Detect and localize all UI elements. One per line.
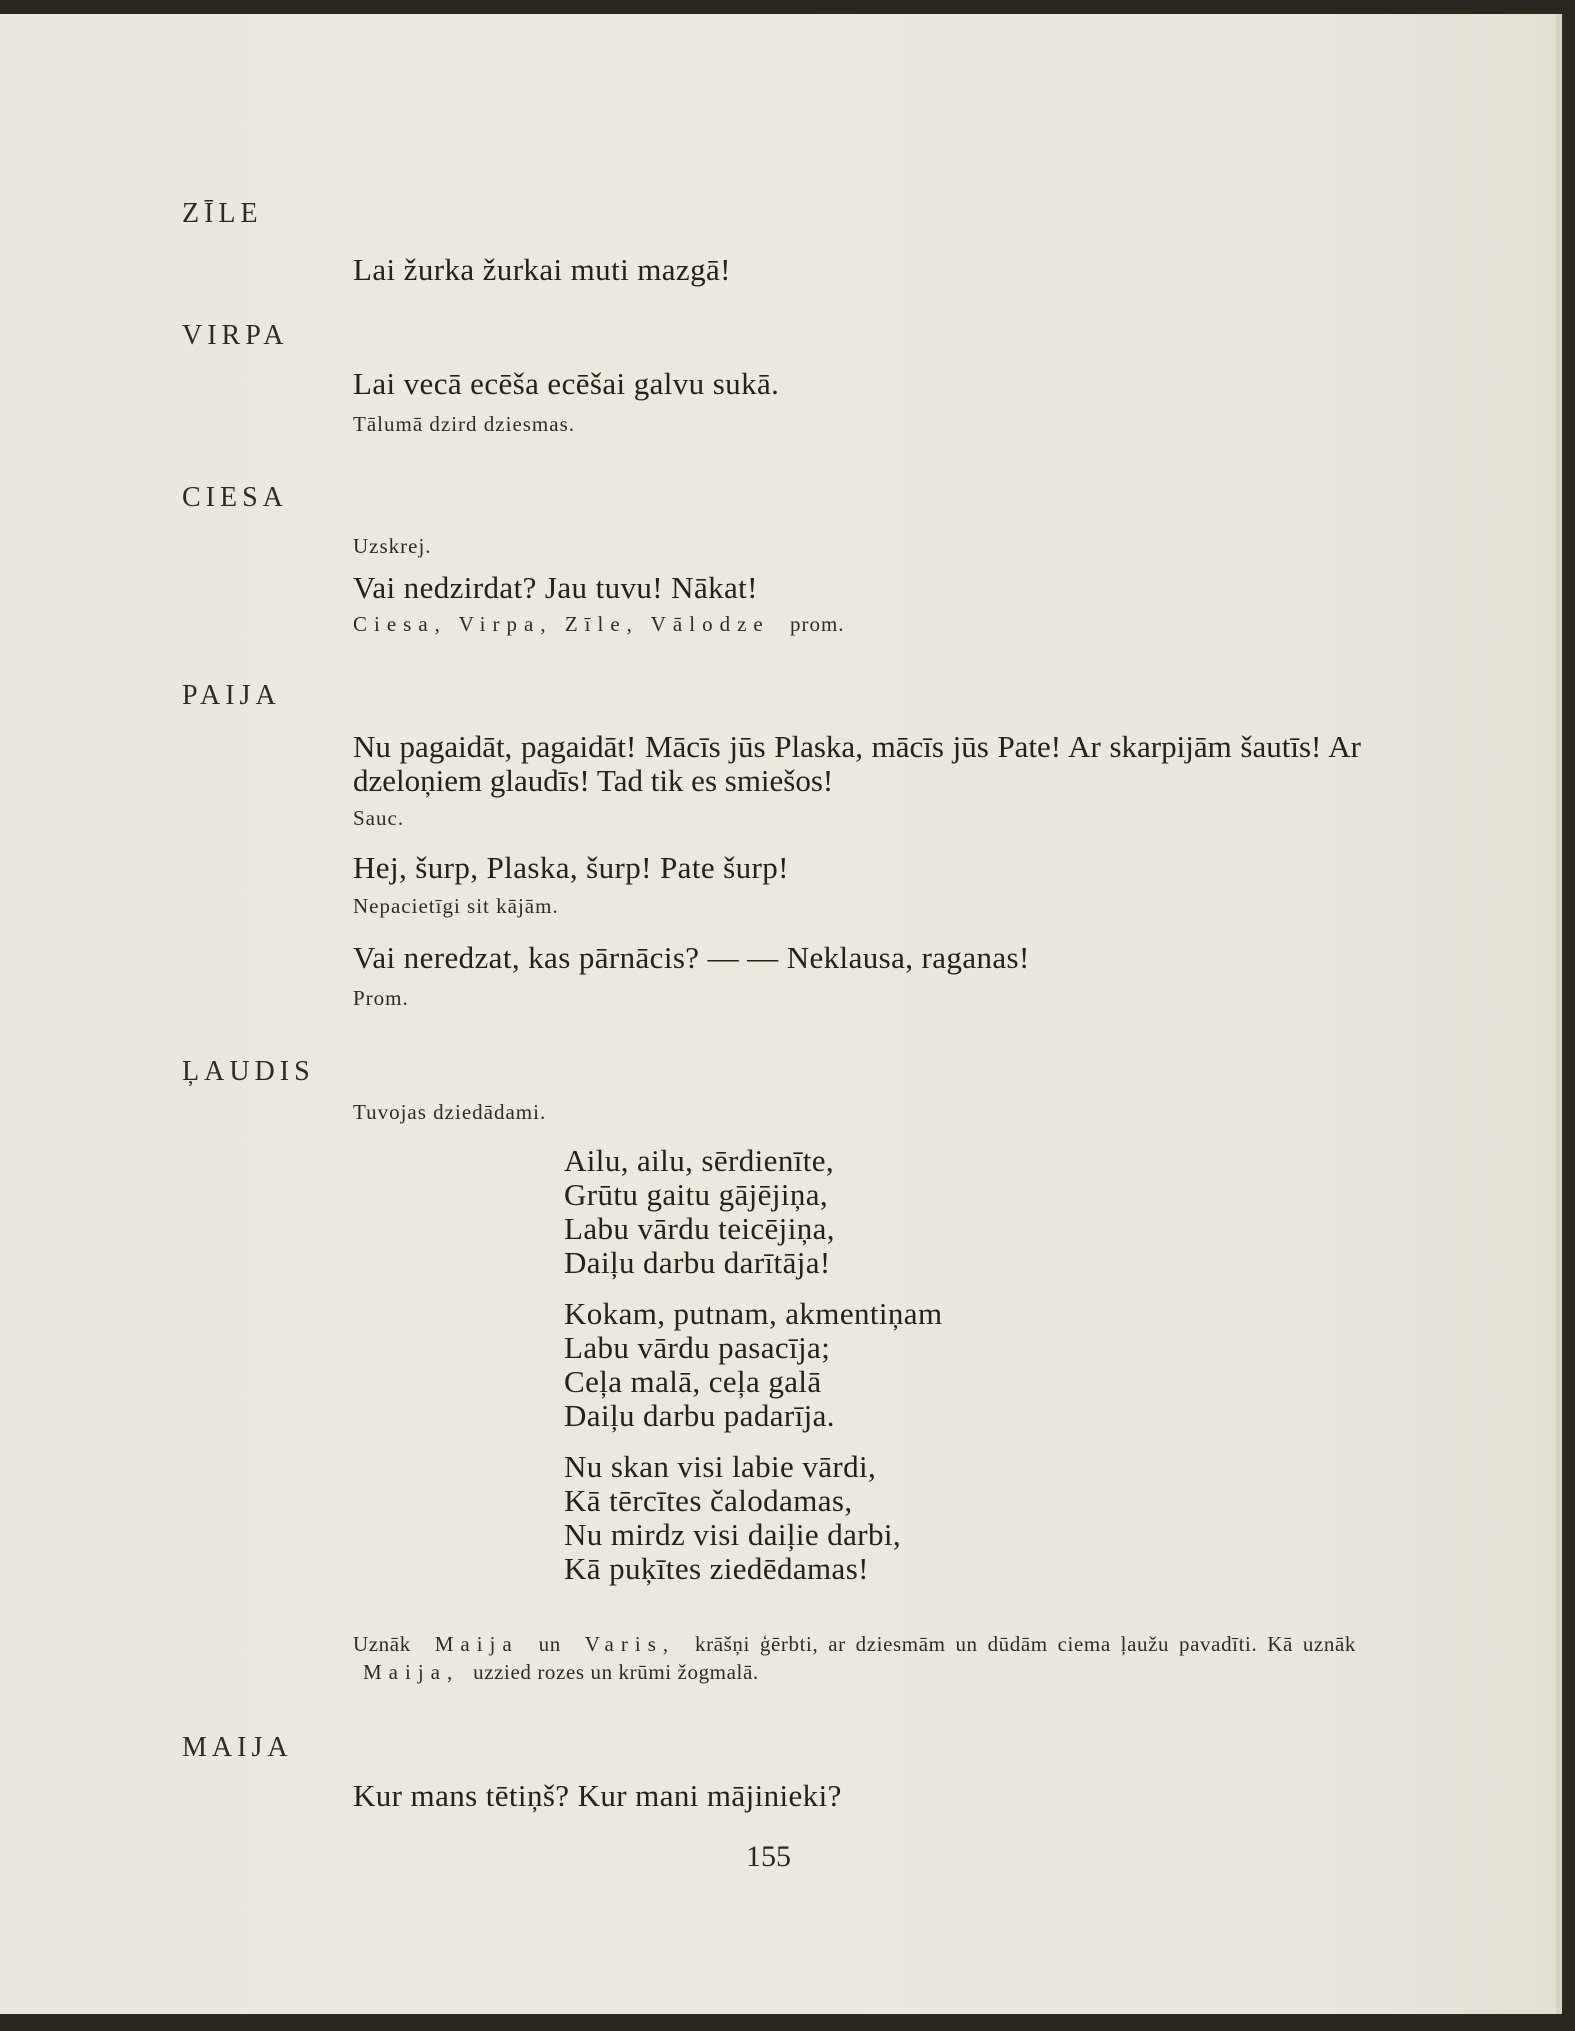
speaker-zile: ZĪLE [182,198,263,229]
stage-direction-ciesa-2 [353,612,845,637]
stage-direction-paija-1: Sauc. [353,806,405,830]
song-verse: Nu mirdz visi daiļie darbi, [564,1517,902,1552]
song-stanza-2 [564,1297,942,1433]
stage-names: Ciesa, Virpa, Zīle, Vālodze [353,612,770,636]
stage-action: prom. [789,612,845,636]
speaker-ciesa: CIESA [182,482,288,513]
song-verse: Nu skan visi labie vārdi, [564,1449,877,1484]
line-paija-2: Hej, šurp, Plaska, šurp! Pate šurp! [353,850,789,885]
song-verse: Labu vārdu pasacīja; [564,1330,831,1365]
line-paija-1: Nu pagaidāt, pagaidāt! Mācīs jūs Plaska, mācīs jūs Pate! Ar skarpijām šautīs! Ar dzeloņiem glaudīs! Tad tik es smiešos! [353,729,1361,798]
song-verse: Kokam, putnam, akmentiņam [564,1296,943,1331]
stage-name: Maija [434,1632,519,1656]
stage-name: Varis, [584,1632,676,1656]
stage-direction-laudis: Tuvojas dziedādami. [353,1100,547,1124]
song-verse: Grūtu gaitu gājējiņa, [564,1177,829,1212]
stage-text: uzzied rozes un krūmi žogmalā. [473,1660,759,1684]
song-verse: Daiļu darbu darītāja! [564,1245,831,1280]
speaker-maija: MAIJA [182,1732,293,1763]
speaker-paija: PAIJA [182,680,281,711]
line-virpa: Lai vecā ecēša ecēšai galvu sukā. [353,366,780,401]
song-verse: Kā puķītes ziedēdamas! [564,1551,869,1586]
song-stanza-3 [564,1450,901,1586]
line-paija-3: Vai neredzat, kas pārnācis? — — Neklausa, raganas! [353,940,1030,975]
song-verse: Labu vārdu teicējiņa, [564,1211,835,1246]
song-verse: Kā tērcītes čalodamas, [564,1483,853,1518]
stage-text: Uznāk [353,1632,411,1656]
stage-direction-entrance [353,1630,1356,1686]
book-page [0,14,1562,2014]
stage-direction-virpa: Tālumā dzird dziesmas. [353,412,576,436]
song-verse: Daiļu darbu padarīja. [564,1398,835,1433]
page-number: 155 [746,1840,791,1873]
speaker-laudis: ĻAUDIS [182,1056,315,1087]
line-zile: Lai žurka žurkai muti mazgā! [353,252,731,287]
song-verse: Ceļa malā, ceļa galā [564,1364,822,1399]
line-ciesa: Vai nedzirdat? Jau tuvu! Nākat! [353,570,758,605]
speaker-virpa: VIRPA [182,320,289,351]
stage-direction-ciesa-1: Uzskrej. [353,534,432,558]
stage-text: krāšņi ģērbti, ar dziesmām un dūdām ciema ļaužu pavadīti. Kā uznāk [695,1632,1356,1656]
song-verse: Ailu, ailu, sērdienīte, [564,1143,835,1178]
line-maija: Kur mans tētiņš? Kur mani mājinieki? [353,1778,842,1813]
stage-name: Maija, [363,1660,460,1684]
stage-direction-paija-2: Nepacietīgi sit kājām. [353,894,559,918]
song-stanza-1 [564,1144,835,1280]
stage-text: un [538,1632,561,1656]
stage-direction-paija-3: Prom. [353,986,409,1010]
